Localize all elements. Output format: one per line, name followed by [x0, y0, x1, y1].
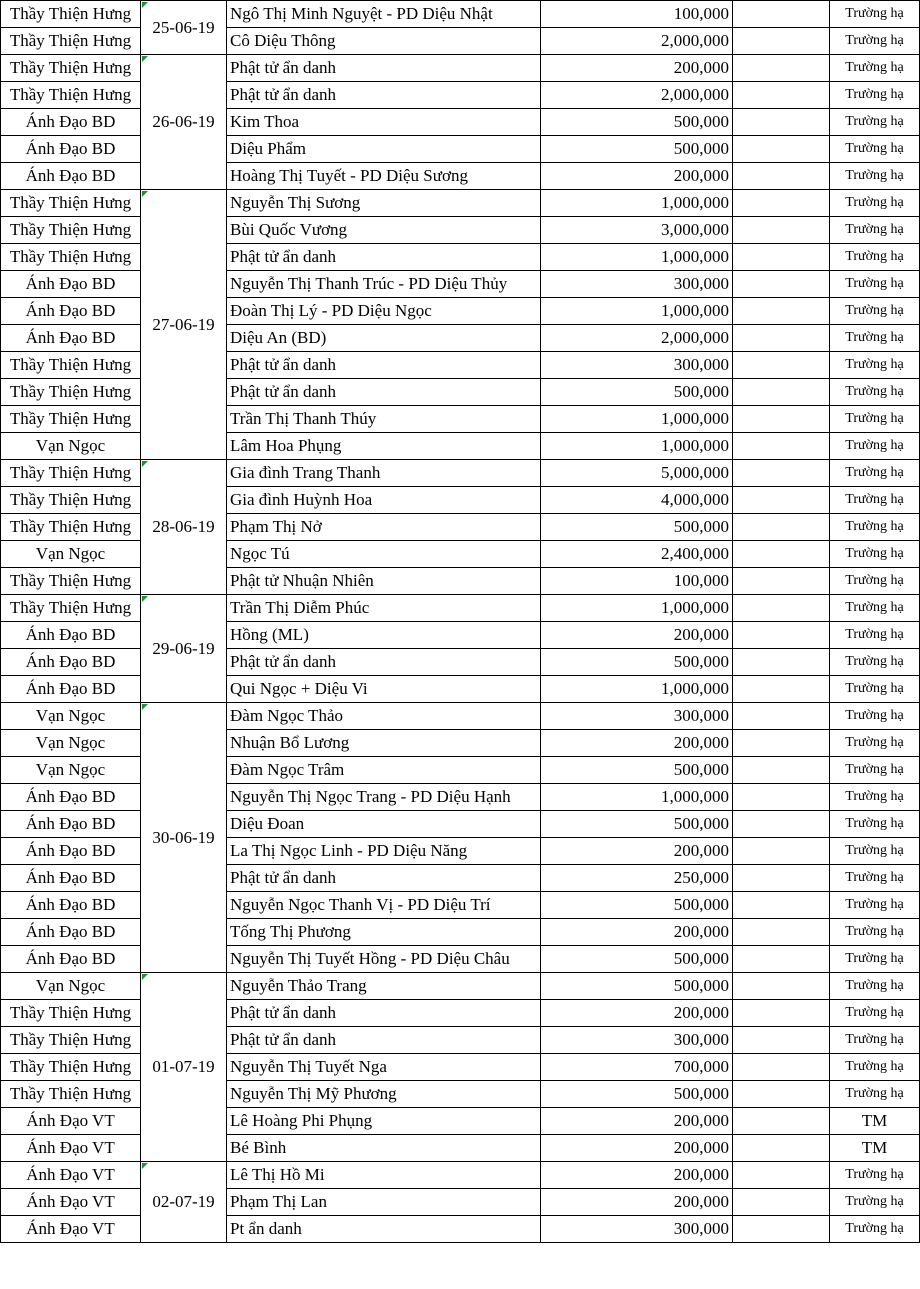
source-cell[interactable]: Thầy Thiện Hưng — [1, 82, 141, 109]
donor-name-cell[interactable]: Phật tử ẩn danh — [227, 649, 541, 676]
date-cell[interactable]: 28-06-19 — [141, 460, 227, 595]
source-cell[interactable]: Ánh Đạo VT — [1, 1108, 141, 1135]
note-cell[interactable]: Trường hạ — [830, 676, 920, 703]
donor-name-cell[interactable]: Phật tử ẩn danh — [227, 244, 541, 271]
source-cell[interactable]: Ánh Đạo BD — [1, 325, 141, 352]
source-cell[interactable]: Ánh Đạo BD — [1, 811, 141, 838]
donor-name-cell[interactable]: Tống Thị Phương — [227, 919, 541, 946]
source-cell[interactable]: Thầy Thiện Hưng — [1, 460, 141, 487]
amount-cell[interactable]: 500,000 — [541, 973, 733, 1000]
amount-cell[interactable]: 1,000,000 — [541, 244, 733, 271]
note-cell[interactable]: Trường hạ — [830, 703, 920, 730]
empty-cell[interactable] — [733, 136, 830, 163]
donor-name-cell[interactable]: Lâm Hoa Phụng — [227, 433, 541, 460]
source-cell[interactable]: Thầy Thiện Hưng — [1, 1000, 141, 1027]
amount-cell[interactable]: 250,000 — [541, 865, 733, 892]
table-row — [1, 541, 920, 568]
source-cell[interactable]: Thầy Thiện Hưng — [1, 190, 141, 217]
amount-cell[interactable]: 200,000 — [541, 730, 733, 757]
table-row — [1, 1135, 920, 1162]
empty-cell[interactable] — [733, 217, 830, 244]
source-cell[interactable]: Vạn Ngọc — [1, 757, 141, 784]
donor-name-cell[interactable]: Nguyễn Thảo Trang — [227, 973, 541, 1000]
empty-cell[interactable] — [733, 838, 830, 865]
note-cell[interactable]: Trường hạ — [830, 892, 920, 919]
amount-cell[interactable]: 200,000 — [541, 1135, 733, 1162]
amount-cell[interactable]: 500,000 — [541, 892, 733, 919]
note-cell[interactable]: Trường hạ — [830, 595, 920, 622]
note-cell[interactable]: Trường hạ — [830, 541, 920, 568]
donor-name-cell[interactable]: Phật tử ẩn danh — [227, 379, 541, 406]
note-cell[interactable]: Trường hạ — [830, 28, 920, 55]
amount-cell[interactable]: 1,000,000 — [541, 406, 733, 433]
amount-cell[interactable]: 1,000,000 — [541, 784, 733, 811]
table-row — [1, 325, 920, 352]
note-cell[interactable]: Trường hạ — [830, 271, 920, 298]
table-row — [1, 703, 920, 730]
donor-name-cell[interactable]: Cô Diệu Thông — [227, 28, 541, 55]
note-cell[interactable]: Trường hạ — [830, 406, 920, 433]
source-cell[interactable]: Vạn Ngọc — [1, 541, 141, 568]
empty-cell[interactable] — [733, 1000, 830, 1027]
amount-cell[interactable]: 1,000,000 — [541, 595, 733, 622]
empty-cell[interactable] — [733, 730, 830, 757]
table-row — [1, 109, 920, 136]
donor-name-cell[interactable]: La Thị Ngọc Linh - PD Diệu Năng — [227, 838, 541, 865]
date-cell[interactable]: 27-06-19 — [141, 190, 227, 460]
table-row — [1, 838, 920, 865]
amount-cell[interactable]: 100,000 — [541, 1, 733, 28]
note-cell[interactable]: Trường hạ — [830, 352, 920, 379]
amount-cell[interactable]: 500,000 — [541, 514, 733, 541]
empty-cell[interactable] — [733, 919, 830, 946]
date-cell[interactable]: 01-07-19 — [141, 973, 227, 1162]
donor-name-cell[interactable]: Pt ẩn danh — [227, 1216, 541, 1243]
donor-name-cell[interactable]: Lê Hoàng Phi Phụng — [227, 1108, 541, 1135]
source-cell[interactable]: Vạn Ngọc — [1, 730, 141, 757]
amount-cell[interactable]: 200,000 — [541, 55, 733, 82]
empty-cell[interactable] — [733, 865, 830, 892]
donor-name-cell[interactable]: Nguyễn Thị Mỹ Phương — [227, 1081, 541, 1108]
empty-cell[interactable] — [733, 1216, 830, 1243]
source-cell[interactable]: Thầy Thiện Hưng — [1, 406, 141, 433]
note-cell[interactable]: Trường hạ — [830, 622, 920, 649]
source-cell[interactable]: Ánh Đạo BD — [1, 676, 141, 703]
amount-cell[interactable]: 300,000 — [541, 703, 733, 730]
table-row — [1, 1189, 920, 1216]
source-cell[interactable]: Ánh Đạo BD — [1, 946, 141, 973]
note-cell[interactable]: Trường hạ — [830, 487, 920, 514]
table-row — [1, 406, 920, 433]
amount-cell[interactable]: 500,000 — [541, 946, 733, 973]
empty-cell[interactable] — [733, 487, 830, 514]
note-cell[interactable]: Trường hạ — [830, 460, 920, 487]
empty-cell[interactable] — [733, 757, 830, 784]
table-row — [1, 514, 920, 541]
table-row — [1, 352, 920, 379]
note-cell[interactable]: Trường hạ — [830, 1027, 920, 1054]
table-body — [1, 1, 920, 1243]
source-cell[interactable]: Thầy Thiện Hưng — [1, 1027, 141, 1054]
source-cell[interactable]: Ánh Đạo BD — [1, 622, 141, 649]
donor-name-cell[interactable]: Ngọc Tú — [227, 541, 541, 568]
empty-cell[interactable] — [733, 811, 830, 838]
table-row — [1, 919, 920, 946]
amount-cell[interactable]: 300,000 — [541, 271, 733, 298]
table-row — [1, 1000, 920, 1027]
source-cell[interactable]: Ánh Đạo BD — [1, 109, 141, 136]
donor-name-cell[interactable]: Đoàn Thị Lý - PD Diệu Ngọc — [227, 298, 541, 325]
amount-cell[interactable]: 200,000 — [541, 838, 733, 865]
empty-cell[interactable] — [733, 973, 830, 1000]
amount-cell[interactable]: 300,000 — [541, 1027, 733, 1054]
donor-name-cell[interactable]: Phật tử ẩn danh — [227, 865, 541, 892]
amount-cell[interactable]: 300,000 — [541, 1216, 733, 1243]
note-cell[interactable]: Trường hạ — [830, 190, 920, 217]
table-row — [1, 892, 920, 919]
donor-name-cell[interactable]: Diệu An (BD) — [227, 325, 541, 352]
note-cell[interactable]: Trường hạ — [830, 514, 920, 541]
donor-name-cell[interactable]: Qui Ngọc + Diệu Vi — [227, 676, 541, 703]
empty-cell[interactable] — [733, 1135, 830, 1162]
note-cell[interactable]: Trường hạ — [830, 55, 920, 82]
empty-cell[interactable] — [733, 649, 830, 676]
source-cell[interactable]: Thầy Thiện Hưng — [1, 595, 141, 622]
table-row — [1, 433, 920, 460]
amount-cell[interactable]: 2,000,000 — [541, 28, 733, 55]
amount-cell[interactable]: 2,400,000 — [541, 541, 733, 568]
empty-cell[interactable] — [733, 946, 830, 973]
date-cell[interactable]: 02-07-19 — [141, 1162, 227, 1243]
empty-cell[interactable] — [733, 514, 830, 541]
amount-cell[interactable]: 1,000,000 — [541, 190, 733, 217]
table-row — [1, 649, 920, 676]
empty-cell[interactable] — [733, 1054, 830, 1081]
donor-name-cell[interactable]: Trần Thị Diễm Phúc — [227, 595, 541, 622]
empty-cell[interactable] — [733, 190, 830, 217]
amount-cell[interactable]: 1,000,000 — [541, 676, 733, 703]
source-cell[interactable]: Ánh Đạo BD — [1, 298, 141, 325]
table-row — [1, 1162, 920, 1189]
donor-name-cell[interactable]: Phật tử Nhuận Nhiên — [227, 568, 541, 595]
source-cell[interactable]: Vạn Ngọc — [1, 703, 141, 730]
date-cell[interactable]: 26-06-19 — [141, 55, 227, 190]
table-row — [1, 811, 920, 838]
table-row — [1, 136, 920, 163]
empty-cell[interactable] — [733, 460, 830, 487]
note-cell[interactable]: Trường hạ — [830, 1, 920, 28]
amount-cell[interactable]: 500,000 — [541, 649, 733, 676]
empty-cell[interactable] — [733, 244, 830, 271]
table-row — [1, 1216, 920, 1243]
empty-cell[interactable] — [733, 676, 830, 703]
source-cell[interactable]: Thầy Thiện Hưng — [1, 352, 141, 379]
note-cell[interactable]: Trường hạ — [830, 973, 920, 1000]
source-cell[interactable]: Thầy Thiện Hưng — [1, 55, 141, 82]
donor-name-cell[interactable]: Nguyễn Thị Tuyết Hồng - PD Diệu Châu — [227, 946, 541, 973]
empty-cell[interactable] — [733, 892, 830, 919]
source-cell[interactable]: Thầy Thiện Hưng — [1, 28, 141, 55]
table-row — [1, 298, 920, 325]
empty-cell[interactable] — [733, 1, 830, 28]
source-cell[interactable]: Vạn Ngọc — [1, 973, 141, 1000]
note-cell[interactable]: Trường hạ — [830, 379, 920, 406]
empty-cell[interactable] — [733, 1189, 830, 1216]
empty-cell[interactable] — [733, 784, 830, 811]
empty-cell[interactable] — [733, 298, 830, 325]
empty-cell[interactable] — [733, 109, 830, 136]
table-row — [1, 1, 920, 28]
source-cell[interactable]: Ánh Đạo BD — [1, 271, 141, 298]
source-cell[interactable]: Ánh Đạo BD — [1, 784, 141, 811]
source-cell[interactable]: Ánh Đạo VT — [1, 1162, 141, 1189]
amount-cell[interactable]: 1,000,000 — [541, 433, 733, 460]
note-cell[interactable]: Trường hạ — [830, 433, 920, 460]
donor-name-cell[interactable]: Trần Thị Thanh Thúy — [227, 406, 541, 433]
table-row — [1, 55, 920, 82]
note-cell[interactable]: Trường hạ — [830, 325, 920, 352]
donor-name-cell[interactable]: Phật tử ẩn danh — [227, 82, 541, 109]
empty-cell[interactable] — [733, 28, 830, 55]
table-row — [1, 190, 920, 217]
source-cell[interactable]: Ánh Đạo VT — [1, 1216, 141, 1243]
note-cell[interactable]: Trường hạ — [830, 730, 920, 757]
empty-cell[interactable] — [733, 352, 830, 379]
source-cell[interactable]: Ánh Đạo BD — [1, 838, 141, 865]
table-row — [1, 622, 920, 649]
note-cell[interactable]: Trường hạ — [830, 757, 920, 784]
amount-cell[interactable]: 100,000 — [541, 568, 733, 595]
donor-name-cell[interactable]: Phật tử ẩn danh — [227, 1000, 541, 1027]
empty-cell[interactable] — [733, 55, 830, 82]
empty-cell[interactable] — [733, 163, 830, 190]
table-row — [1, 568, 920, 595]
amount-cell[interactable]: 2,000,000 — [541, 82, 733, 109]
table-row — [1, 271, 920, 298]
donor-name-cell[interactable]: Nguyễn Thị Tuyết Nga — [227, 1054, 541, 1081]
note-cell[interactable]: Trường hạ — [830, 649, 920, 676]
table-row — [1, 676, 920, 703]
table-row — [1, 82, 920, 109]
source-cell[interactable]: Thầy Thiện Hưng — [1, 1, 141, 28]
amount-cell[interactable]: 500,000 — [541, 1081, 733, 1108]
amount-cell[interactable]: 200,000 — [541, 1162, 733, 1189]
empty-cell[interactable] — [733, 406, 830, 433]
table-row — [1, 163, 920, 190]
amount-cell[interactable]: 500,000 — [541, 136, 733, 163]
donor-name-cell[interactable]: Phạm Thị Nở — [227, 514, 541, 541]
table-row — [1, 487, 920, 514]
table-row — [1, 946, 920, 973]
note-cell[interactable]: Trường hạ — [830, 244, 920, 271]
source-cell[interactable]: Vạn Ngọc — [1, 433, 141, 460]
amount-cell[interactable]: 500,000 — [541, 379, 733, 406]
empty-cell[interactable] — [733, 379, 830, 406]
empty-cell[interactable] — [733, 541, 830, 568]
table-row — [1, 1081, 920, 1108]
table-row — [1, 244, 920, 271]
amount-cell[interactable]: 500,000 — [541, 757, 733, 784]
donor-name-cell[interactable]: Nguyễn Thị Sương — [227, 190, 541, 217]
amount-cell[interactable]: 200,000 — [541, 622, 733, 649]
donor-name-cell[interactable]: Diệu Đoan — [227, 811, 541, 838]
table-row — [1, 1027, 920, 1054]
source-cell[interactable]: Ánh Đạo BD — [1, 136, 141, 163]
empty-cell[interactable] — [733, 1081, 830, 1108]
source-cell[interactable]: Thầy Thiện Hưng — [1, 1081, 141, 1108]
source-cell[interactable]: Thầy Thiện Hưng — [1, 217, 141, 244]
note-cell[interactable]: Trường hạ — [830, 1000, 920, 1027]
donor-name-cell[interactable]: Kim Thoa — [227, 109, 541, 136]
note-cell[interactable]: Trường hạ — [830, 1189, 920, 1216]
empty-cell[interactable] — [733, 703, 830, 730]
donor-name-cell[interactable]: Gia đình Huỳnh Hoa — [227, 487, 541, 514]
amount-cell[interactable]: 4,000,000 — [541, 487, 733, 514]
note-cell[interactable]: Trường hạ — [830, 1216, 920, 1243]
empty-cell[interactable] — [733, 271, 830, 298]
donor-name-cell[interactable]: Nhuận Bổ Lương — [227, 730, 541, 757]
empty-cell[interactable] — [733, 433, 830, 460]
source-cell[interactable]: Thầy Thiện Hưng — [1, 1054, 141, 1081]
table-row — [1, 730, 920, 757]
amount-cell[interactable]: 3,000,000 — [541, 217, 733, 244]
source-cell[interactable]: Ánh Đạo BD — [1, 919, 141, 946]
donor-name-cell[interactable]: Phạm Thị Lan — [227, 1189, 541, 1216]
amount-cell[interactable]: 300,000 — [541, 352, 733, 379]
donor-name-cell[interactable]: Hồng (ML) — [227, 622, 541, 649]
donor-name-cell[interactable]: Phật tử ẩn danh — [227, 1027, 541, 1054]
note-cell[interactable]: Trường hạ — [830, 163, 920, 190]
table-row — [1, 865, 920, 892]
note-cell[interactable]: Trường hạ — [830, 946, 920, 973]
amount-cell[interactable]: 500,000 — [541, 811, 733, 838]
donor-name-cell[interactable]: Hoàng Thị Tuyết - PD Diệu Sương — [227, 163, 541, 190]
donor-name-cell[interactable]: Bùi Quốc Vương — [227, 217, 541, 244]
donor-name-cell[interactable]: Gia đình Trang Thanh — [227, 460, 541, 487]
date-cell[interactable]: 30-06-19 — [141, 703, 227, 973]
table-row — [1, 757, 920, 784]
amount-cell[interactable]: 700,000 — [541, 1054, 733, 1081]
donor-name-cell[interactable]: Nguyễn Thị Ngọc Trang - PD Diệu Hạnh — [227, 784, 541, 811]
donor-name-cell[interactable]: Nguyễn Ngọc Thanh Vị - PD Diệu Trí — [227, 892, 541, 919]
source-cell[interactable]: Ánh Đạo VT — [1, 1189, 141, 1216]
table-row — [1, 217, 920, 244]
source-cell[interactable]: Thầy Thiện Hưng — [1, 487, 141, 514]
table-row — [1, 28, 920, 55]
table-row — [1, 1108, 920, 1135]
source-cell[interactable]: Thầy Thiện Hưng — [1, 379, 141, 406]
amount-cell[interactable]: 200,000 — [541, 1000, 733, 1027]
amount-cell[interactable]: 200,000 — [541, 919, 733, 946]
note-cell[interactable]: Trường hạ — [830, 1162, 920, 1189]
note-cell[interactable]: TM — [830, 1135, 920, 1162]
donor-name-cell[interactable]: Đàm Ngọc Trâm — [227, 757, 541, 784]
note-cell[interactable]: Trường hạ — [830, 1081, 920, 1108]
table-row — [1, 379, 920, 406]
source-cell[interactable]: Ánh Đạo BD — [1, 892, 141, 919]
empty-cell[interactable] — [733, 82, 830, 109]
date-cell[interactable]: 29-06-19 — [141, 595, 227, 703]
donor-name-cell[interactable]: Phật tử ẩn danh — [227, 352, 541, 379]
amount-cell[interactable]: 1,000,000 — [541, 298, 733, 325]
note-cell[interactable]: Trường hạ — [830, 568, 920, 595]
donor-name-cell[interactable]: Diệu Phẩm — [227, 136, 541, 163]
source-cell[interactable]: Ánh Đạo VT — [1, 1135, 141, 1162]
amount-cell[interactable]: 200,000 — [541, 163, 733, 190]
empty-cell[interactable] — [733, 1162, 830, 1189]
table-row — [1, 784, 920, 811]
table-row — [1, 460, 920, 487]
note-cell[interactable]: TM — [830, 1108, 920, 1135]
note-cell[interactable]: Trường hạ — [830, 784, 920, 811]
donor-name-cell[interactable]: Nguyễn Thị Thanh Trúc - PD Diệu Thủy — [227, 271, 541, 298]
source-cell[interactable]: Ánh Đạo BD — [1, 163, 141, 190]
table-row — [1, 595, 920, 622]
donor-name-cell[interactable]: Bé Bình — [227, 1135, 541, 1162]
donor-name-cell[interactable]: Ngô Thị Minh Nguyệt - PD Diệu Nhật — [227, 1, 541, 28]
empty-cell[interactable] — [733, 1108, 830, 1135]
amount-cell[interactable]: 500,000 — [541, 109, 733, 136]
source-cell[interactable]: Thầy Thiện Hưng — [1, 514, 141, 541]
source-cell[interactable]: Ánh Đạo BD — [1, 649, 141, 676]
donor-name-cell[interactable]: Phật tử ẩn danh — [227, 55, 541, 82]
empty-cell[interactable] — [733, 568, 830, 595]
note-cell[interactable]: Trường hạ — [830, 82, 920, 109]
note-cell[interactable]: Trường hạ — [830, 217, 920, 244]
empty-cell[interactable] — [733, 1027, 830, 1054]
note-cell[interactable]: Trường hạ — [830, 838, 920, 865]
donor-name-cell[interactable]: Đàm Ngọc Thảo — [227, 703, 541, 730]
amount-cell[interactable]: 200,000 — [541, 1189, 733, 1216]
amount-cell[interactable]: 2,000,000 — [541, 325, 733, 352]
date-cell[interactable]: 25-06-19 — [141, 1, 227, 55]
source-cell[interactable]: Thầy Thiện Hưng — [1, 568, 141, 595]
empty-cell[interactable] — [733, 325, 830, 352]
note-cell[interactable]: Trường hạ — [830, 298, 920, 325]
table-row — [1, 973, 920, 1000]
amount-cell[interactable]: 5,000,000 — [541, 460, 733, 487]
amount-cell[interactable]: 200,000 — [541, 1108, 733, 1135]
source-cell[interactable]: Thầy Thiện Hưng — [1, 244, 141, 271]
note-cell[interactable]: Trường hạ — [830, 1054, 920, 1081]
empty-cell[interactable] — [733, 595, 830, 622]
note-cell[interactable]: Trường hạ — [830, 811, 920, 838]
donor-name-cell[interactable]: Lê Thị Hồ Mi — [227, 1162, 541, 1189]
note-cell[interactable]: Trường hạ — [830, 109, 920, 136]
note-cell[interactable]: Trường hạ — [830, 919, 920, 946]
source-cell[interactable]: Ánh Đạo BD — [1, 865, 141, 892]
empty-cell[interactable] — [733, 622, 830, 649]
table-row — [1, 1054, 920, 1081]
note-cell[interactable]: Trường hạ — [830, 136, 920, 163]
note-cell[interactable]: Trường hạ — [830, 865, 920, 892]
